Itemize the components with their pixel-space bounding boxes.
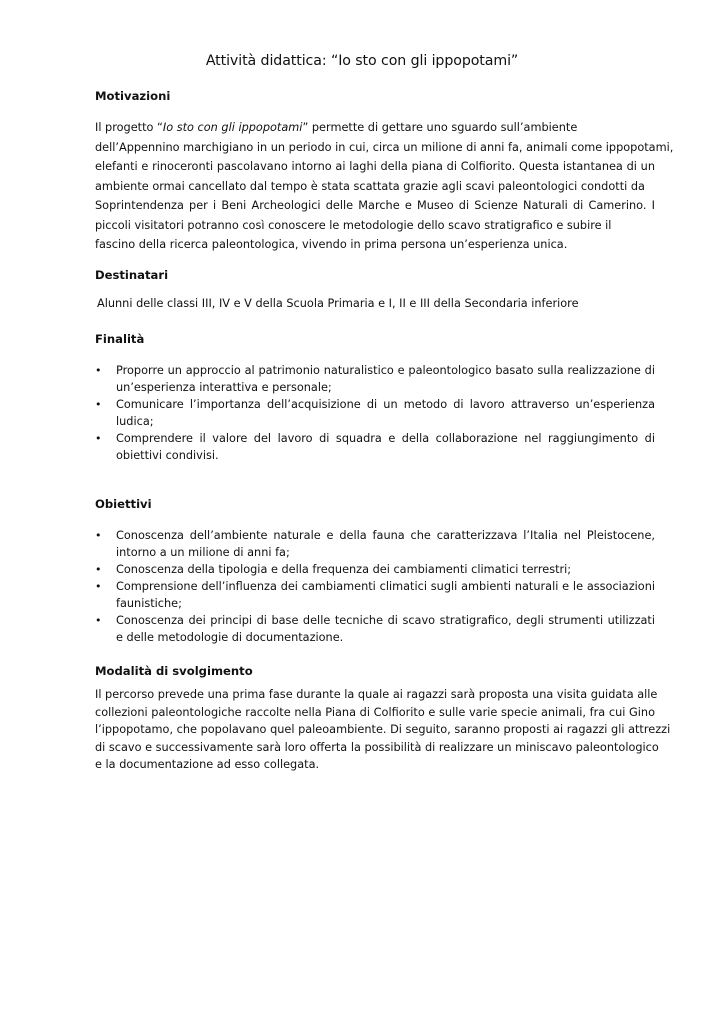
list-obiettivi bbox=[95, 527, 655, 646]
paragraph-line: e la documentazione ad esso collegata. bbox=[95, 758, 320, 771]
list-item: • Conoscenza dei principi di base delle tecniche di scavo stratigrafico, degli strumenti utilizzati e delle metodologie di documentazione. bbox=[95, 614, 655, 644]
paragraph-line: fascino della ricerca paleontologica, vivendo in prima persona un’esperienza unica. bbox=[95, 238, 568, 251]
list-item: • Proporre un approccio al patrimonio naturalistico e paleontologico basato sulla realizzazione di un’esperienza interattiva e personale; bbox=[95, 364, 655, 394]
paragraph-line: elefanti e rinoceronti pascolavano intorno ai laghi della piana di Colfiorito. Questa istantanea di un bbox=[95, 160, 655, 173]
list-item: • Comunicare l’importanza dell’acquisizione di un metodo di lavoro attraverso un’esperienza ludica; bbox=[95, 398, 655, 428]
paragraph-line: di scavo e successivamente sarà loro offerta la possibilità di realizzare un miniscavo paleontologico bbox=[95, 740, 659, 754]
list-finalita bbox=[95, 362, 655, 464]
heading-destinatari: Destinatari bbox=[95, 268, 169, 282]
list-item: • Conoscenza dell’ambiente naturale e della fauna che caratterizzava l’Italia nel Pleistocene, intorno a un milione di anni fa; bbox=[95, 529, 655, 559]
heading-obiettivi: Obiettivi bbox=[95, 497, 152, 511]
paragraph-line: Il percorso prevede una prima fase durante la quale ai ragazzi sarà proposta una visita guidata alle bbox=[95, 688, 658, 701]
paragraph-line: ambiente ormai cancellato dal tempo è stata scattata grazie agli scavi paleontologici condotti da bbox=[95, 179, 645, 193]
paragraph-motivazioni bbox=[95, 118, 674, 255]
paragraph-line: l’ippopotamo, che popolavano quel paleoambiente. Di seguito, saranno proposti ai ragazzi gli attrezzi bbox=[95, 723, 671, 736]
bullet-icon: • bbox=[95, 398, 102, 411]
project-title-italic: Io sto con gli ippopotami bbox=[162, 121, 303, 134]
bullet-icon: • bbox=[95, 614, 102, 627]
paragraph-modalita bbox=[95, 686, 671, 774]
paragraph-line: Il progetto “Io sto con gli ippopotami” permette di gettare uno sguardo sull’ambiente bbox=[95, 121, 578, 134]
bullet-icon: • bbox=[95, 364, 102, 377]
heading-modalita: Modalità di svolgimento bbox=[95, 664, 253, 678]
bullet-icon: • bbox=[95, 432, 102, 445]
paragraph-line: dell’Appennino marchigiano in un periodo in cui, circa un milione di anni fa, animali come ippopotami, bbox=[95, 140, 674, 154]
document-title: Attività didattica: “Io sto con gli ippopotami” bbox=[205, 53, 519, 69]
destinatari-text: Alunni delle classi III, IV e V della Scuola Primaria e I, II e III della Secondaria inferiore bbox=[97, 297, 579, 310]
bullet-icon: • bbox=[95, 563, 102, 576]
bullet-icon: • bbox=[95, 580, 102, 593]
list-item: • Comprensione dell’influenza dei cambiamenti climatici sugli ambienti naturali e le associazioni faunistiche; bbox=[95, 580, 655, 610]
paragraph-line: collezioni paleontologiche raccolte nella Piana di Colfiorito e sulle varie specie animali, fra cui Gino bbox=[95, 705, 655, 719]
bullet-icon: • bbox=[95, 529, 102, 542]
heading-finalita: Finalità bbox=[95, 332, 145, 346]
list-item: • Comprendere il valore del lavoro di squadra e della collaborazione nel raggiungimento di obiettivi condivisi. bbox=[95, 432, 655, 462]
paragraph-line: Soprintendenza per i Beni Archeologici delle Marche e Museo di Scienze Naturali di Camerino. I bbox=[95, 199, 655, 212]
list-item: • Conoscenza della tipologia e della frequenza dei cambiamenti climatici terrestri; bbox=[95, 563, 572, 576]
paragraph-line: piccoli visitatori potranno così conoscere le metodologie dello scavo stratigrafico e subire il bbox=[95, 218, 612, 232]
heading-motivazioni: Motivazioni bbox=[95, 89, 171, 103]
